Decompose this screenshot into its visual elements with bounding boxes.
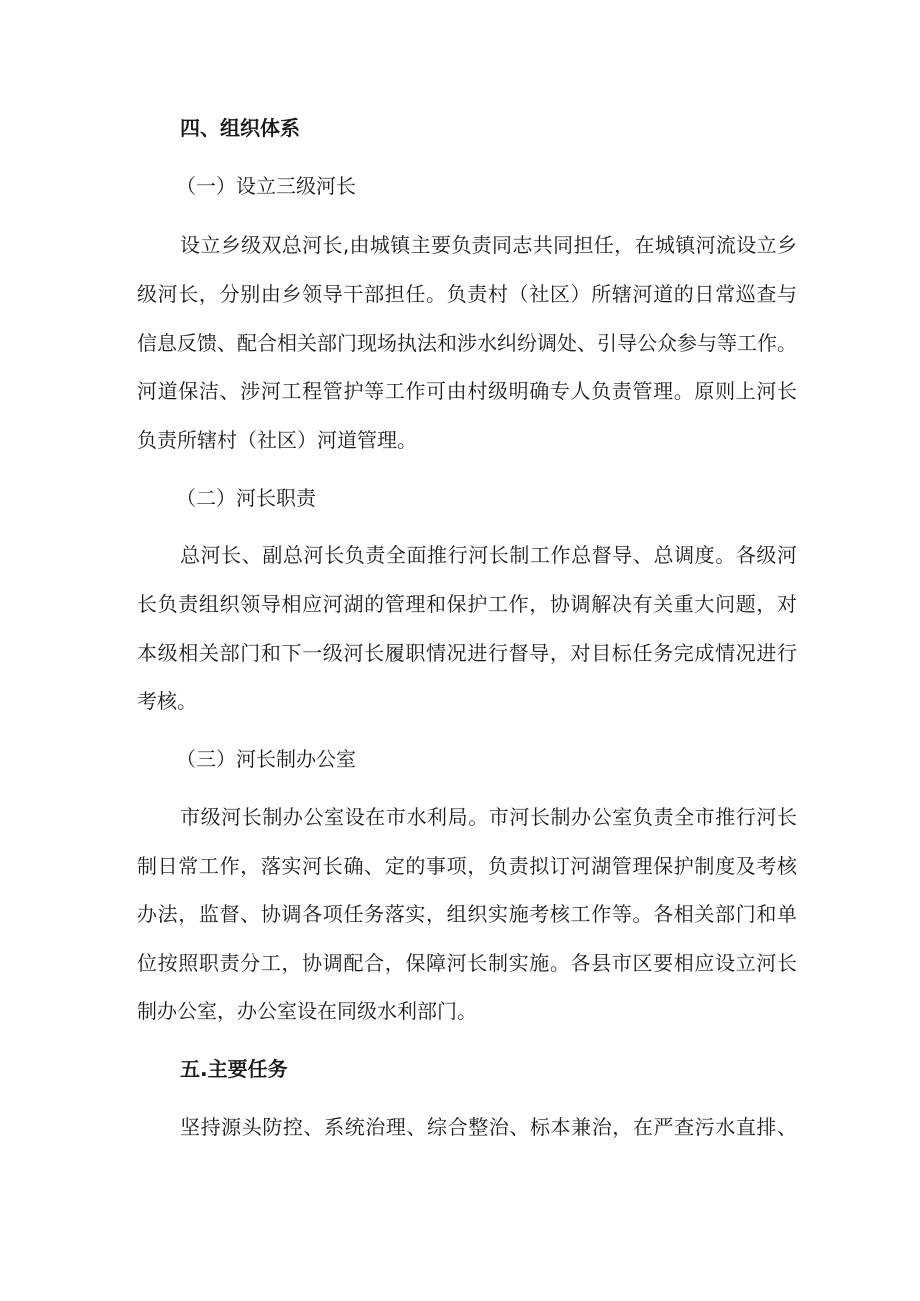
paragraph-line: 设立乡级双总河长,由城镇主要负责同志共同担任，在城镇河流设立乡 [180, 233, 797, 257]
paragraph-line: 总河长、副总河长负责全面推行河长制工作总督导、总调度。各级河 [180, 543, 797, 567]
paragraph-line: 本级相关部门和下一级河长履职情况进行督导，对目标任务完成情况进行 [137, 641, 797, 665]
subsection-1-heading: （一）设立三级河长 [176, 174, 356, 198]
paragraph-line: 长负责组织领导相应河湖的管理和保护工作，协调解决有关重大问题，对 [137, 592, 797, 616]
paragraph-line: 位按照职责分工，协调配合，保障河长制实施。各县市区要相应设立河长 [137, 951, 797, 975]
paragraph-line: 市级河长制办公室设在市水利局。市河长制办公室负责全市推行河长 [180, 805, 797, 829]
section-4-heading: 四、组织体系 [180, 116, 300, 140]
paragraph-line: 河道保洁、涉河工程管护等工作可由村级明确专人负责管理。原则上河长 [137, 379, 797, 403]
section-5-heading: 五.主要任务 [180, 1057, 288, 1081]
paragraph-line: 级河长，分别由乡领导干部担任。负责村（社区）所辖河道的日常巡查与 [137, 282, 797, 306]
paragraph-line: 制办公室，办公室设在同级水利部门。 [137, 999, 477, 1023]
paragraph-line: 制日常工作，落实河长确、定的事项，负责拟订河湖管理保护制度及考核 [137, 854, 797, 878]
paragraph-line: 考核。 [137, 689, 197, 713]
paragraph-line: 负责所辖村（社区）河道管理。 [137, 428, 417, 452]
paragraph-line: 办法，监督、协调各项任务落实，组织实施考核工作等。各相关部门和单 [137, 902, 797, 926]
paragraph-line: 信息反馈、配合相关部门现场执法和涉水纠纷调处、引导公众参与等工作。 [137, 331, 797, 355]
subsection-2-heading: （二）河长职责 [176, 486, 316, 510]
paragraph-line: 坚持源头防控、系统治理、综合整治、标本兼治，在严查污水直排、 [180, 1115, 797, 1139]
subsection-3-heading: （三）河长制办公室 [176, 747, 356, 771]
